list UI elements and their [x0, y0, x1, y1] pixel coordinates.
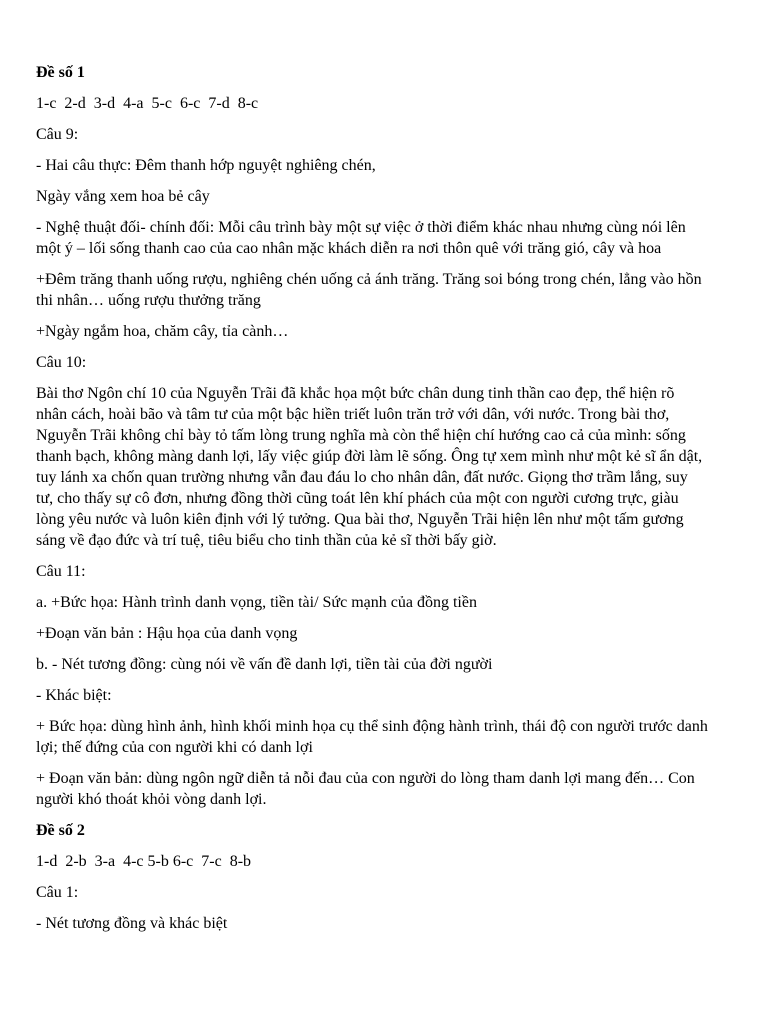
question-10-label: Câu 10:	[36, 354, 87, 371]
question-9-paragraph-4: +Đêm trăng thanh uống rượu, nghiêng chén uống cả ánh trăng. Trăng soi bóng trong chén, lẳng vào hồn thi nhân… uống rượu thưởng trăng	[36, 271, 706, 309]
exam-1-answer-key: 1-c 2-d 3-d 4-a 5-c 6-c 7-d 8-c	[36, 95, 259, 112]
exam-2-heading: Đề số 2	[36, 822, 85, 839]
question-11-paragraph-4: - Khác biệt:	[36, 687, 112, 704]
question-11-paragraph-5: + Bức họa: dùng hình ảnh, hình khối minh họa cụ thể sinh động hành trình, thái độ con người trước danh lợi; thế đứng của con người khi có danh lợi	[36, 718, 712, 756]
exam-2-question-1-label: Câu 1:	[36, 884, 79, 901]
question-11-paragraph-2: +Đoạn văn bản : Hậu họa của danh vọng	[36, 625, 298, 642]
exam-2-question-1-paragraph-1: - Nét tương đồng và khác biệt	[36, 915, 228, 932]
question-9-paragraph-2: Ngày vắng xem hoa bẻ cây	[36, 188, 210, 205]
question-9-label: Câu 9:	[36, 126, 79, 143]
question-11-paragraph-6: + Đoạn văn bản: dùng ngôn ngữ diễn tả nỗi đau của con người do lòng tham danh lợi mang đến… Con người khó thoát khỏi vòng danh lợi.	[36, 770, 699, 808]
document-page	[36, 62, 712, 944]
question-11-paragraph-1: a. +Bức họa: Hành trình danh vọng, tiền tài/ Sức mạnh của đồng tiền	[36, 594, 477, 611]
question-9-paragraph-5: +Ngày ngắm hoa, chăm cây, tỉa cành…	[36, 323, 289, 340]
exam-2-answer-key: 1-d 2-b 3-a 4-c 5-b 6-c 7-c 8-b	[36, 853, 252, 870]
exam-1-heading: Đề số 1	[36, 64, 85, 81]
question-11-paragraph-3: b. - Nét tương đồng: cùng nói về vấn đề danh lợi, tiền tài của đời người	[36, 656, 493, 673]
question-9-paragraph-3: - Nghệ thuật đối- chính đối: Mỗi câu trình bày một sự việc ở thời điểm khác nhau nhưng cùng nói lên một ý – lối sống thanh cao của cao nhân mặc khách diễn ra nơi thôn quê với trăng gió, cây và hoa	[36, 219, 690, 257]
question-11-label: Câu 11:	[36, 563, 86, 580]
question-10-paragraph-1: Bài thơ Ngôn chí 10 của Nguyễn Trãi đã khắc họa một bức chân dung tinh thần cao đẹp, thể hiện rõ nhân cách, hoài bão và tâm tư của một bậc hiền triết luôn trăn trở với dân, với nước. Trong bài thơ, Nguyễn Trãi không chỉ bày tỏ tấm lòng trung nghĩa mà còn thể hiện chí hướng cao cả của mình: sống thanh bạch, không màng danh lợi, lấy việc giúp đời làm lẽ sống. Ông tự xem mình như một kẻ sĩ ẩn dật, tuy lánh xa chốn quan trường nhưng vẫn đau đáu lo cho nhân dân, đất nước. Giọng thơ trầm lắng, suy tư, cho thấy sự cô đơn, nhưng đồng thời cũng toát lên khí phách của một con người cương trực, giàu lòng yêu nước và luôn kiên định với lý tưởng. Qua bài thơ, Nguyễn Trãi hiện lên như một tấm gương sáng về đạo đức và trí tuệ, tiêu biểu cho tinh thần của kẻ sĩ thời bấy giờ.	[36, 385, 707, 549]
question-9-paragraph-1: - Hai câu thực: Đêm thanh hớp nguyệt nghiêng chén,	[36, 157, 376, 174]
